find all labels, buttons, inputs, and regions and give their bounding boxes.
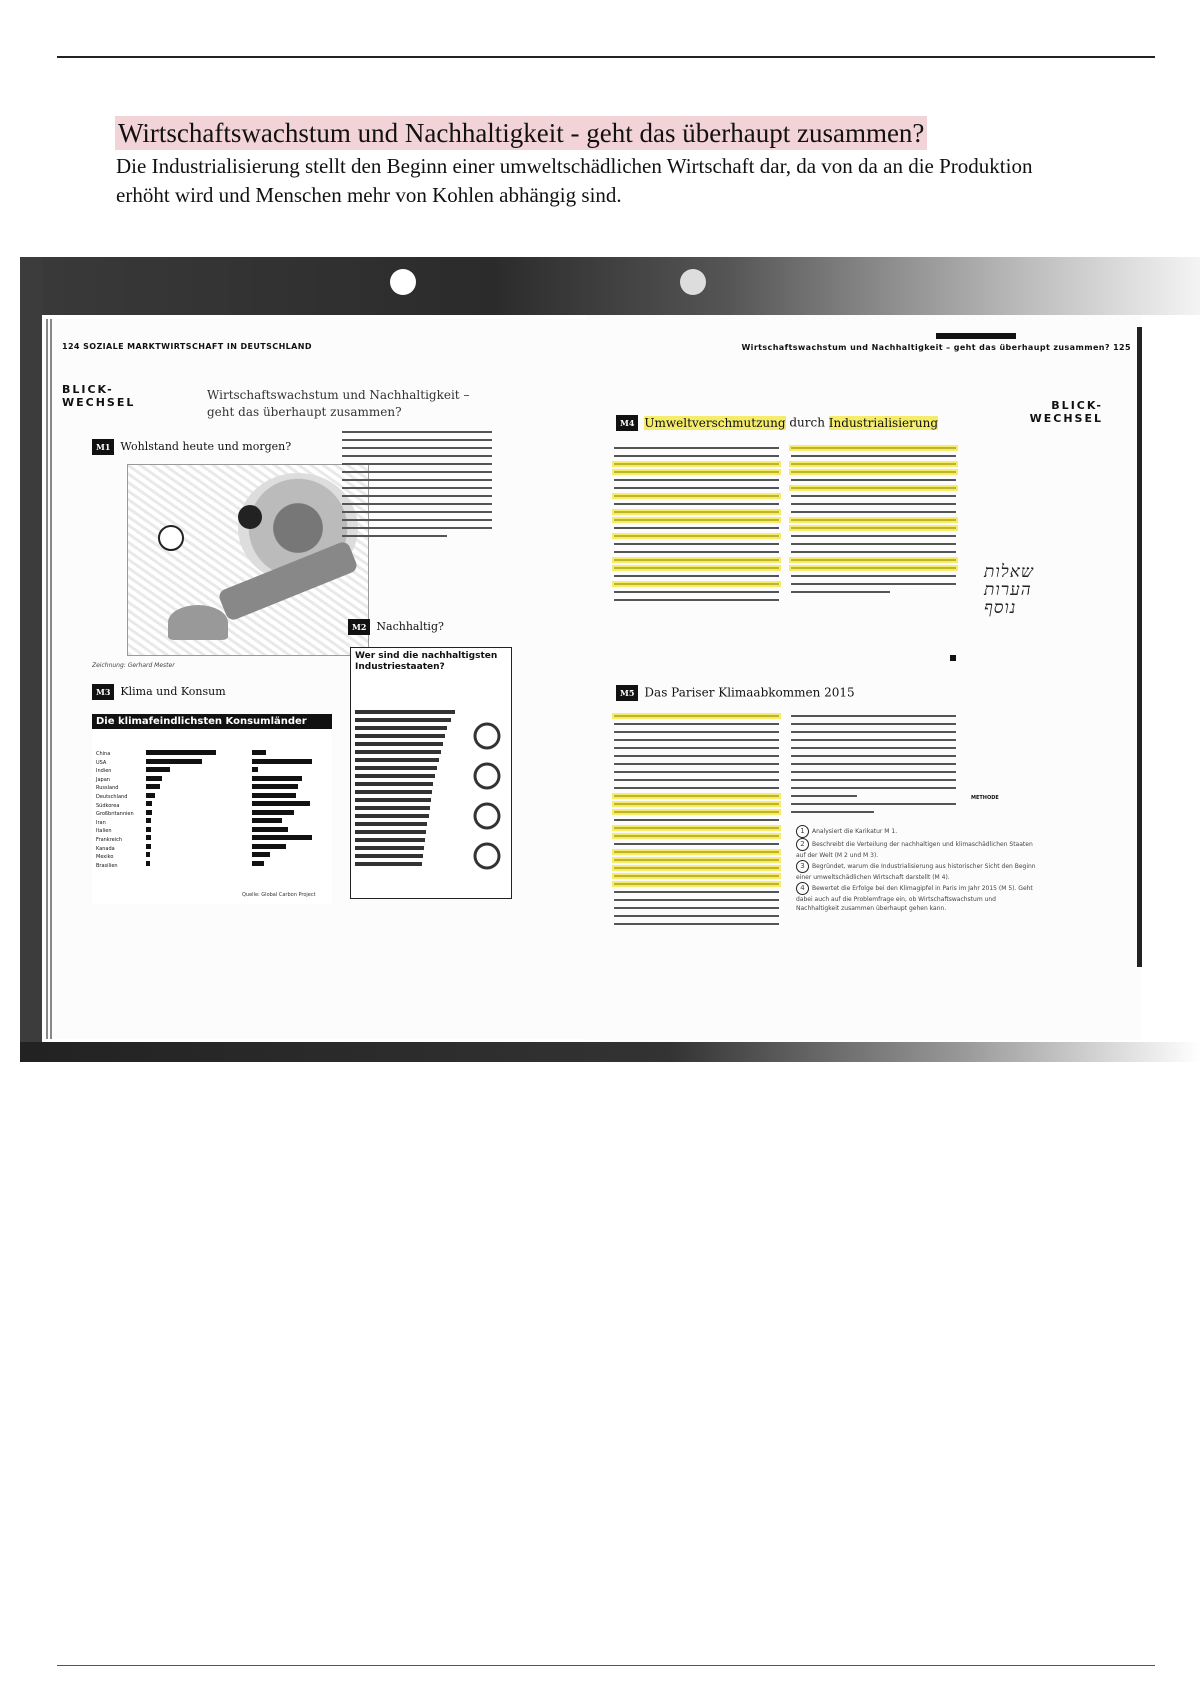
task-item: 1 Analysiert die Karikatur M 1. (796, 825, 1036, 838)
task-item: 2 Beschreibt die Verteilung der nachhaltigen und klimaschädlichen Staaten auf der Welt (M 2 und M 3). (796, 840, 1033, 859)
handwritten-note (984, 563, 1034, 617)
m2-heading (348, 619, 444, 635)
m3-consumption-chart (92, 714, 332, 904)
m2-ranking-chart (350, 647, 512, 899)
m2-chart-title: Wer sind die nachhaltigsten Industriestaaten? (355, 651, 498, 672)
m3-category: Südkorea (96, 802, 120, 809)
m3-category: Italien (96, 828, 112, 835)
m3-category: Brasilien (96, 862, 118, 869)
m3-category: Deutschland (96, 793, 128, 800)
scan-left-edge (20, 257, 42, 1062)
child-figure (158, 525, 184, 551)
m5-heading (616, 685, 855, 701)
bottom-rule (57, 1665, 1155, 1666)
end-mark (950, 655, 956, 661)
m3-chart-title: Die klimafeindlichsten Konsumländer (92, 714, 332, 729)
book-title-line: Wirtschaftswachstum und Nachhaltigkeit – (207, 388, 470, 402)
m4-title-text: durch (785, 415, 829, 430)
running-head: 124 SOZIALE MARKTWIRTSCHAFT IN DEUTSCHLAND (62, 342, 312, 351)
m4-heading (616, 415, 938, 431)
m3-heading (92, 684, 226, 700)
m3-category: Japan (96, 776, 110, 783)
page-heading: Wirtschaftswachstum und Nachhaltigkeit - geht das überhaupt zusammen? (115, 116, 927, 150)
task-list (796, 825, 1036, 913)
handwritten-line: שאלות (984, 562, 1034, 582)
section-label-line: WECHSEL (62, 396, 136, 409)
m4-number: M4 (616, 415, 638, 431)
m4-text-col1 (614, 447, 779, 607)
m2-title: Nachhaltig? (376, 620, 444, 633)
m4-text-col2 (791, 447, 956, 599)
book-section-title (207, 387, 469, 421)
task-text: Analysiert die Karikatur M 1. (812, 828, 898, 835)
top-rule (57, 56, 1155, 58)
task-text: Beschreibt die Verteilung der nachhaltigen und klimaschädlichen Staaten auf der Welt (M 2 und M 3). (796, 841, 1033, 859)
m3-category: Indien (96, 768, 112, 775)
m5-title: Das Pariser Klimaabkommen 2015 (644, 685, 855, 700)
m5-number: M5 (616, 685, 638, 701)
m3-source: Quelle: Global Carbon Project (242, 892, 316, 898)
page-edge-shadow (1137, 327, 1142, 967)
m2-bars (351, 676, 511, 886)
m3-category: Frankreich (96, 836, 123, 843)
textbook-page-125 (586, 315, 1141, 1040)
scanned-textbook-image (20, 257, 1200, 1062)
m3-category: Iran (96, 819, 106, 826)
punch-hole (680, 269, 706, 295)
method-label: METHODE (971, 795, 999, 801)
stump-drawing (168, 605, 228, 640)
intro-paragraph: Die Industrialisierung stellt den Beginn einer umweltschädlichen Wirtschaft dar, da von da an die Produktion erhöht wird und Menschen mehr von Kohlen abhängig sind. (116, 154, 1033, 207)
punch-hole (390, 269, 416, 295)
m3-category: Kanada (96, 845, 115, 852)
handwritten-line: נוסף (984, 598, 1017, 618)
m3-category: Mexiko (96, 854, 114, 861)
m3-category: China (96, 751, 111, 757)
running-head: Wirtschaftswachstum und Nachhaltigkeit – geht das überhaupt zusammen? 125 (741, 343, 1131, 352)
m1-title: Wohlstand heute und morgen? (120, 440, 292, 453)
section-label (62, 383, 135, 409)
textbook-page-124 (46, 319, 600, 1039)
task-text: Begründet, warum die Industrialisierung aus historischer Sicht den Beginn einer umweltschädlichen Wirtschaft darstellt (M 4). (796, 863, 1036, 881)
m3-category: USA (96, 759, 107, 766)
task-item: 4 Bewertet die Erfolge bei den Klimagipfel in Paris im Jahr 2015 (M 5). Geht dabei auch auf die Problemfrage ein, ob Wirtschaftswachstum und Nachhaltigkeit zusammen überhaupt gehen kann. (796, 884, 1033, 912)
scan-top-shadow (20, 257, 1200, 315)
section-label (1030, 399, 1103, 425)
m3-category: Großbritannien (96, 811, 134, 818)
m3-category: Russland (96, 785, 119, 792)
m2-number: M2 (348, 619, 370, 635)
m1-number: M1 (92, 439, 114, 455)
section-label-line: WECHSEL (1029, 412, 1103, 425)
m3-title: Klima und Konsum (120, 685, 226, 698)
handwritten-line: הערות (984, 580, 1032, 600)
m1-body-text (342, 431, 492, 543)
section-label-line: BLICK- (1051, 399, 1103, 412)
sitting-figure (238, 505, 262, 529)
m3-number: M3 (92, 684, 114, 700)
task-item: 3 Begründet, warum die Industrialisierung aus historischer Sicht den Beginn einer umweltschädlichen Wirtschaft darstellt (M 4). (796, 862, 1036, 881)
m3-bars (92, 734, 332, 904)
m5-text-col1 (614, 715, 779, 931)
book-title-line: geht das überhaupt zusammen? (207, 405, 402, 419)
m4-title-highlighted: Industrialisierung (828, 415, 939, 430)
scan-bottom-shadow (20, 1042, 1200, 1062)
m1-heading (92, 439, 291, 455)
cartoon-caption: Zeichnung: Gerhard Mester (92, 662, 175, 669)
m4-title-highlighted: Umweltverschmutzung (644, 415, 786, 430)
task-text: Bewertet die Erfolge bei den Klimagipfel in Paris im Jahr 2015 (M 5). Geht dabei auch auf die Problemfrage ein, ob Wirtschaftswachstum und Nachhaltigkeit zusammen überhaupt gehen kann. (796, 885, 1033, 912)
page-marker-bar (936, 333, 1016, 339)
section-label-line: BLICK- (62, 383, 114, 396)
cartoon-illustration (127, 464, 369, 656)
m5-text-col2 (791, 715, 956, 819)
